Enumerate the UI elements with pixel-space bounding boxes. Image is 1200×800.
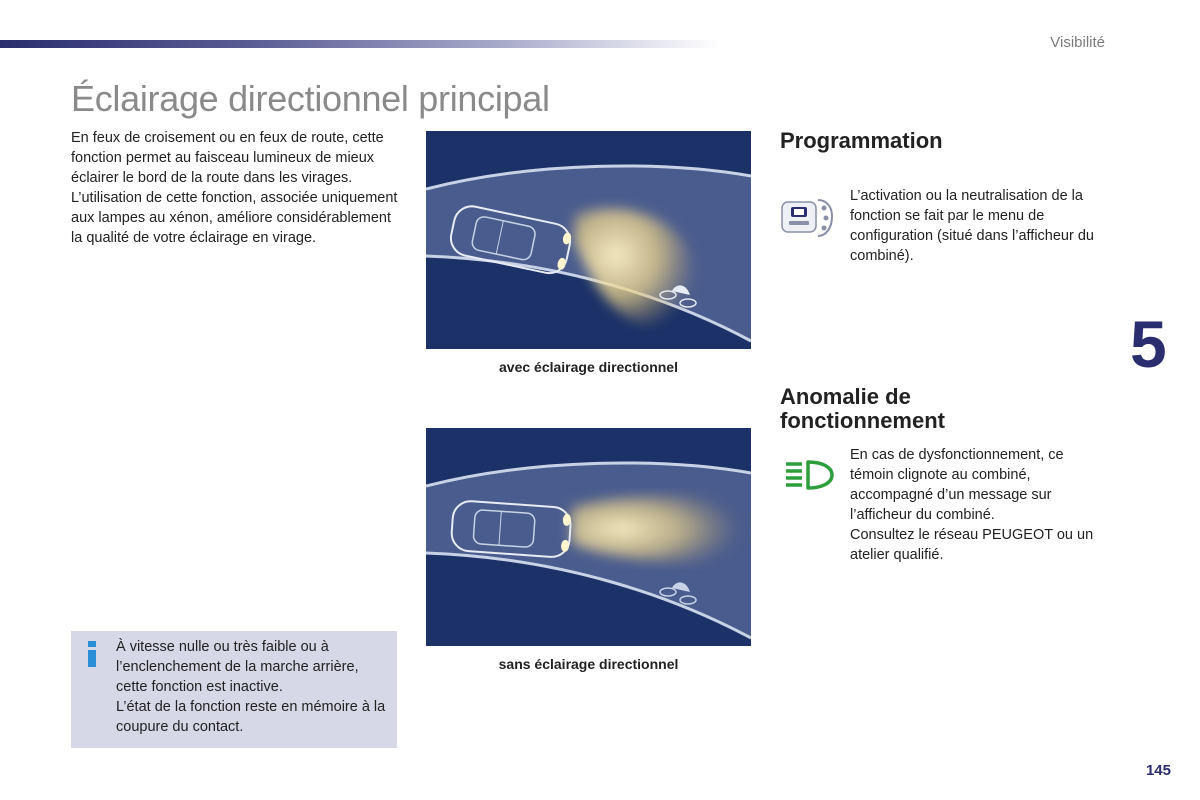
illustration-without-directional-lighting bbox=[426, 428, 751, 646]
section-name: Visibilité bbox=[1050, 34, 1105, 51]
caption-with-directional-lighting: avec éclairage directionnel bbox=[499, 359, 678, 375]
anomalie-text bbox=[850, 445, 1100, 565]
page-number: 145 bbox=[1145, 762, 1171, 779]
info-icon bbox=[85, 641, 99, 667]
page-title: Éclairage directionnel principal bbox=[71, 78, 550, 119]
caption-without-directional-lighting: sans éclairage directionnel bbox=[498, 656, 679, 672]
info-box bbox=[71, 631, 397, 748]
headlamp-warning-icon bbox=[784, 458, 836, 492]
programmation-heading: Programmation bbox=[780, 128, 943, 153]
intro-text bbox=[71, 128, 401, 248]
config-button-icon bbox=[780, 196, 836, 240]
info-paragraph-2: L’état de la fonction reste en mémoire à la coupure du contact. bbox=[116, 699, 386, 735]
illustration-with-directional-lighting bbox=[426, 131, 751, 349]
programmation-text: L’activation ou la neutralisation de la fonction se fait par le menu de configuration (situé dans l’afficheur du combiné). bbox=[850, 188, 1094, 264]
intro-paragraph-1: En feux de croisement ou en feux de route, cette fonction permet au faisceau lumineux de mieux éclairer le bord de la route dans les virages. bbox=[71, 130, 384, 186]
chapter-number: 5 bbox=[1130, 307, 1167, 381]
info-paragraph-1: À vitesse nulle ou très faible ou à l’enclenchement de la marche arrière, cette fonction est inactive. bbox=[116, 639, 359, 695]
anomalie-paragraph-2: Consultez le réseau PEUGEOT ou un atelier qualifié. bbox=[850, 527, 1094, 563]
info-text bbox=[116, 637, 391, 737]
anomalie-heading: Anomalie de fonctionnement bbox=[780, 384, 945, 433]
header-gradient-bar bbox=[0, 40, 720, 48]
intro-paragraph-2: L’utilisation de cette fonction, associée uniquement aux lampes au xénon, améliore considérablement la qualité de votre éclairage en virage. bbox=[71, 190, 398, 246]
anomalie-paragraph-1: En cas de dysfonctionnement, ce témoin clignote au combiné, accompagné d’un message sur l’afficheur du combiné. bbox=[850, 447, 1064, 523]
